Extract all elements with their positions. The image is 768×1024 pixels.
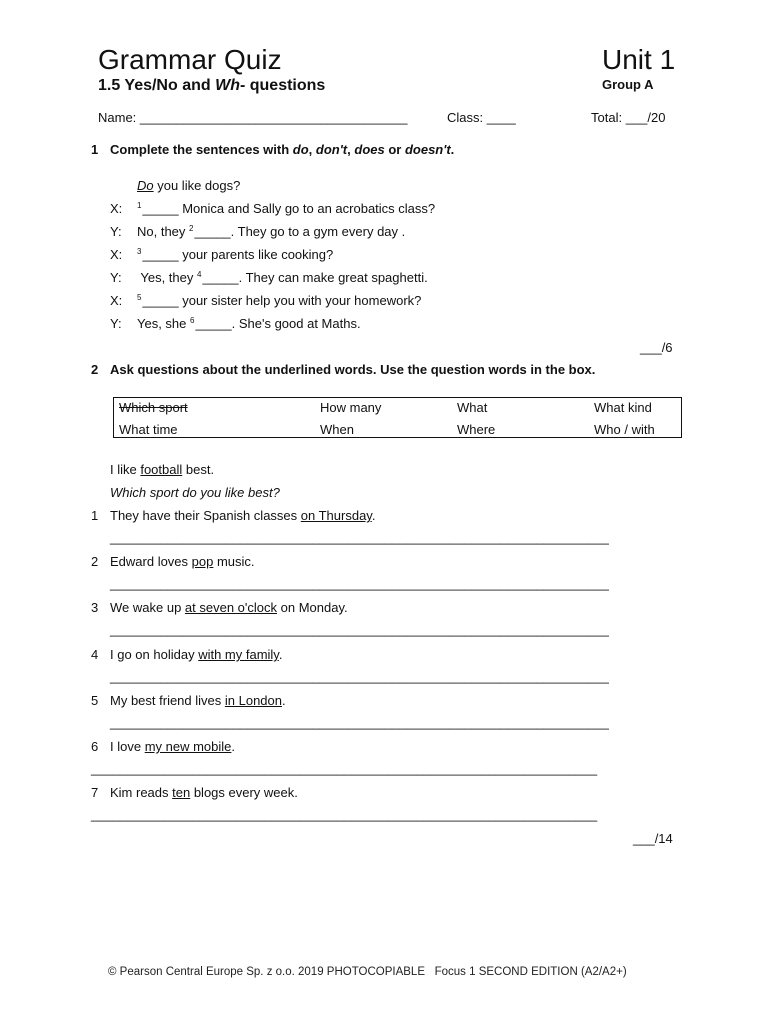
item-number: 5 — [91, 693, 99, 708]
dialogue-line[interactable] — [137, 247, 333, 262]
footer — [108, 966, 627, 978]
subtitle-wh: Wh — [215, 77, 240, 94]
exercise-1-example — [137, 178, 240, 193]
dialogue-text: _____. They go to a gym every day . — [194, 224, 406, 239]
sentence-text: blogs every week. — [190, 785, 298, 800]
box-word: What time — [119, 422, 178, 437]
item-number: 2 — [91, 554, 99, 569]
page-subtitle — [98, 77, 325, 95]
sep: or — [384, 142, 405, 157]
dialogue-text: _____. She's good at Maths. — [195, 316, 361, 331]
name-field[interactable] — [98, 110, 407, 125]
underlined-words: ten — [172, 785, 191, 800]
name-line: _____________________________________ — [139, 110, 408, 125]
dialogue-speaker: Y: — [110, 316, 122, 331]
gap-number: 3 — [137, 247, 142, 256]
subtitle-tail: - questions — [239, 77, 326, 94]
answer-line[interactable]: _____________________________________________________________________ — [110, 576, 609, 591]
exercise-2-number: 2 — [91, 362, 99, 377]
item-sentence — [110, 693, 286, 708]
word-does: does — [354, 142, 385, 157]
answer-line[interactable]: ______________________________________________________________________ — [91, 807, 598, 822]
item-sentence — [110, 508, 375, 523]
dialogue-text: _____. They can make great spaghetti. — [202, 270, 428, 285]
dialogue-speaker: X: — [110, 293, 123, 308]
underlined-words: on Thursday — [300, 508, 372, 523]
answer-line[interactable]: ______________________________________________________________________ — [91, 761, 598, 776]
exercise-1-score: ___/6 — [640, 340, 673, 355]
footer-level: (A2/A2+) — [580, 966, 627, 978]
item-number: 7 — [91, 785, 99, 800]
item-sentence — [110, 785, 298, 800]
sep: . — [450, 142, 455, 157]
dialogue-speaker: X: — [110, 201, 123, 216]
sentence-text: They have their Spanish classes — [110, 508, 301, 523]
dialogue-line[interactable] — [137, 270, 428, 285]
group-label: Group A — [602, 77, 654, 92]
dialogue-text: _____ your parents like cooking? — [142, 247, 334, 262]
underlined-words: at seven o'clock — [184, 600, 278, 615]
gap-number: 5 — [137, 293, 142, 302]
footer-edition: Focus 1 SECOND EDITION — [434, 966, 578, 978]
word-do: do — [292, 142, 309, 157]
answer-line[interactable]: _____________________________________________________________________ — [110, 669, 609, 684]
dialogue-line[interactable] — [137, 201, 435, 216]
answer-line[interactable]: _____________________________________________________________________ — [110, 715, 609, 730]
example-rest: you like dogs? — [153, 178, 241, 193]
sentence-text: We wake up — [110, 600, 185, 615]
class-field[interactable] — [447, 110, 516, 125]
sentence-text: I love — [110, 739, 145, 754]
box-word: What kind — [594, 400, 652, 415]
box-word: Which sport — [119, 400, 188, 415]
underlined-words: with my family — [198, 647, 279, 662]
example-answer-word: Do — [137, 178, 154, 193]
dialogue-speaker: Y: — [110, 224, 122, 239]
total-label: Total: — [591, 110, 623, 125]
exercise-2-instruction: Ask questions about the underlined words. Use the question words in the box. — [110, 362, 596, 377]
total-field — [591, 110, 665, 125]
sentence-text: . — [278, 647, 283, 662]
dialogue-text: _____ your sister help you with your homework? — [142, 293, 422, 308]
word-doesnt: doesn't — [404, 142, 451, 157]
unit-label: Unit 1 — [602, 44, 676, 75]
example-pre: I like — [110, 462, 141, 477]
footer-copyright: © Pearson Central Europe Sp. z o.o. 2019 PHOTOCOPIABLE — [108, 966, 426, 978]
gap-number: 1 — [137, 201, 142, 210]
exercise-2-example-answer: Which sport do you like best? — [110, 485, 280, 500]
dialogue-line[interactable] — [137, 293, 421, 308]
item-sentence — [110, 647, 282, 662]
dialogue-pre: Yes, they — [137, 270, 197, 285]
box-word: When — [320, 422, 354, 437]
example-post: best. — [182, 462, 215, 477]
item-number: 4 — [91, 647, 99, 662]
class-line: ____ — [486, 110, 516, 125]
dialogue-text: _____ Monica and Sally go to an acrobatics class? — [142, 201, 436, 216]
exercise-2-score: ___/14 — [633, 831, 673, 846]
item-number: 6 — [91, 739, 99, 754]
exercise-1-instruction — [110, 142, 454, 157]
sentence-text: Kim reads — [110, 785, 173, 800]
dialogue-speaker: X: — [110, 247, 123, 262]
sentence-text: . — [231, 739, 236, 754]
dialogue-speaker: Y: — [110, 270, 122, 285]
class-label: Class: — [447, 110, 484, 125]
sentence-text: on Monday. — [277, 600, 348, 615]
name-label: Name: — [98, 110, 137, 125]
box-word: Who / with — [594, 422, 655, 437]
underlined-words: in London — [224, 693, 282, 708]
dialogue-pre: Yes, she — [137, 316, 191, 331]
exercise-1-number: 1 — [91, 142, 99, 157]
sep: , — [347, 142, 355, 157]
item-number: 3 — [91, 600, 99, 615]
sentence-text: Edward loves — [110, 554, 192, 569]
gap-number: 4 — [197, 270, 202, 279]
sentence-text: My best friend lives — [110, 693, 225, 708]
dialogue-line[interactable] — [137, 224, 405, 239]
total-score: ___/20 — [625, 110, 666, 125]
word-dont: don't — [315, 142, 348, 157]
box-word: Where — [457, 422, 496, 437]
item-sentence — [110, 739, 235, 754]
sentence-text: . — [282, 693, 286, 708]
dialogue-pre: No, they — [137, 224, 190, 239]
item-sentence — [110, 554, 255, 569]
exercise-2-example — [110, 462, 214, 477]
answer-line[interactable]: _____________________________________________________________________ — [110, 622, 609, 637]
dialogue-line[interactable] — [137, 316, 361, 331]
underlined-words: pop — [191, 554, 214, 569]
box-word: What — [457, 400, 488, 415]
subtitle-num: 1.5 Yes/No and — [98, 77, 216, 94]
sentence-text: I go on holiday — [110, 647, 199, 662]
gap-number: 6 — [190, 316, 195, 325]
gap-number: 2 — [189, 224, 194, 233]
page-title: Grammar Quiz — [98, 44, 282, 75]
example-underlined: football — [140, 462, 183, 477]
underlined-words: my new mobile — [144, 739, 232, 754]
sep: , — [308, 142, 316, 157]
answer-line[interactable]: _____________________________________________________________________ — [110, 530, 609, 545]
sentence-text: . — [371, 508, 376, 523]
item-number: 1 — [91, 508, 99, 523]
box-word: How many — [320, 400, 382, 415]
item-sentence — [110, 600, 348, 615]
instr-text: Complete the sentences with — [110, 142, 293, 157]
sentence-text: music. — [213, 554, 255, 569]
